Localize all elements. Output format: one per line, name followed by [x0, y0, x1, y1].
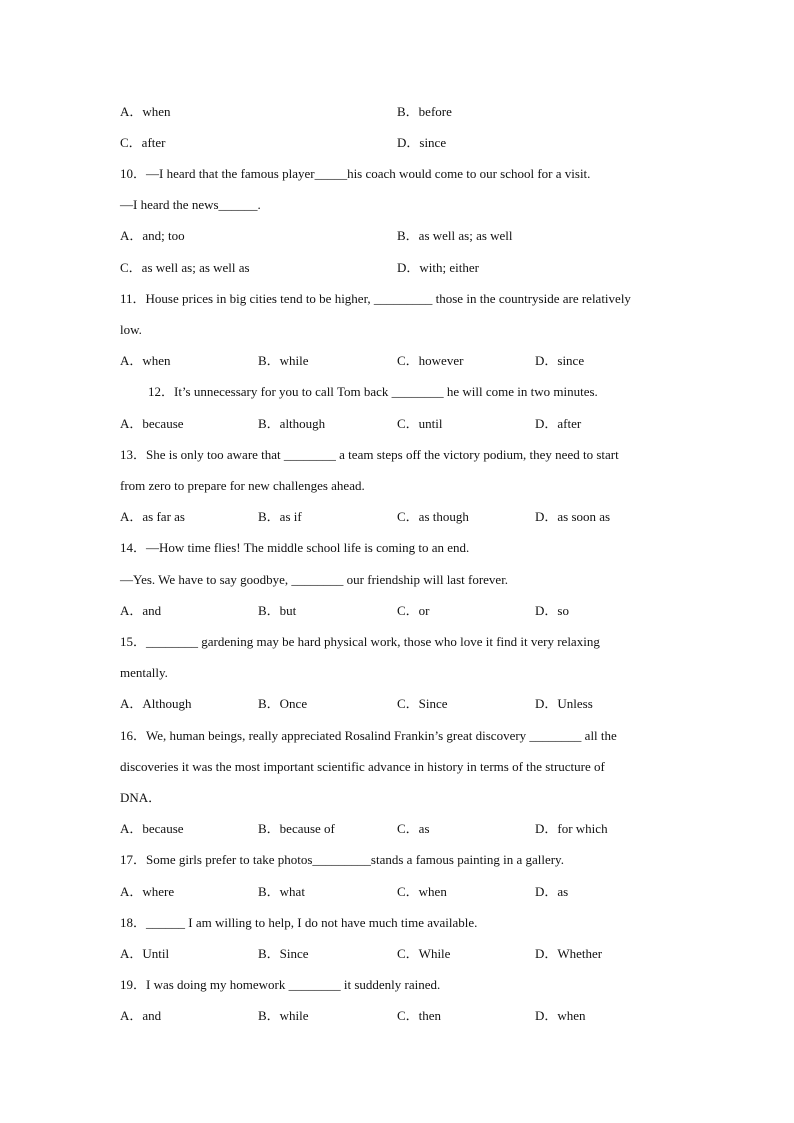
q15-stem-line1: 15．________ gardening may be hard physical work, those who love it find it very relaxing: [120, 634, 600, 649]
q19-option-d: D．when: [535, 1008, 586, 1023]
q19-option-b: B．while: [258, 1008, 309, 1023]
q18-option-a: A．Until: [120, 946, 170, 961]
q9-option-b: B．before: [397, 104, 452, 119]
q19-stem-line1: 19．I was doing my homework ________ it suddenly rained.: [120, 977, 441, 992]
q10-stem-line1: 10．—I heard that the famous player_____his coach would come to our school for a visit.: [120, 166, 591, 181]
q18-option-d: D．Whether: [535, 946, 603, 961]
q19-option-c: C．then: [397, 1008, 442, 1023]
q15-option-b: B．Once: [258, 696, 308, 711]
q13-stem-line1: 13．She is only too aware that ________ a team steps off the victory podium, they need to start: [120, 447, 619, 462]
q12-option-a: A．because: [120, 416, 184, 431]
q11-stem-line2: low.: [120, 322, 142, 337]
q18-stem-line1: 18．______ I am willing to help, I do not have much time available.: [120, 915, 478, 930]
q18-option-c: C．While: [397, 946, 451, 961]
q13-option-a: A．as far as: [120, 509, 185, 524]
q9-option-d: D．since: [397, 135, 447, 150]
q12-stem-line1: 12．It’s unnecessary for you to call Tom back ________ he will come in two minutes.: [148, 384, 598, 399]
q15-option-a: A．Although: [120, 696, 192, 711]
q9-option-c: C．after: [120, 135, 166, 150]
q13-option-d: D．as soon as: [535, 509, 611, 524]
q16-stem-line1: 16．We, human beings, really appreciated Rosalind Frankin’s great discovery ________ all the: [120, 728, 617, 743]
q13-option-c: C．as though: [397, 509, 469, 524]
q12-option-c: C．until: [397, 416, 443, 431]
q10-option-a: A．and; too: [120, 228, 185, 243]
q11-option-d: D．since: [535, 353, 585, 368]
q16-option-c: C．as: [397, 821, 430, 836]
q14-option-d: D．so: [535, 603, 569, 618]
q11-stem-line1: 11．House prices in big cities tend to be higher, _________ those in the countryside are relatively: [120, 291, 631, 306]
q17-stem-line1: 17．Some girls prefer to take photos_________stands a famous painting in a gallery.: [120, 852, 564, 867]
q14-stem-line1: 14．—How time flies! The middle school life is coming to an end.: [120, 540, 470, 555]
q17-option-b: B．what: [258, 884, 305, 899]
q16-option-a: A．because: [120, 821, 184, 836]
q17-option-c: C．when: [397, 884, 447, 899]
q10-option-d: D．with; either: [397, 260, 479, 275]
q17-option-d: D．as: [535, 884, 569, 899]
q16-option-d: D．for which: [535, 821, 608, 836]
q12-option-b: B．although: [258, 416, 326, 431]
q14-stem-line2: —Yes. We have to say goodbye, ________ our friendship will last forever.: [120, 572, 509, 587]
q12-option-d: D．after: [535, 416, 582, 431]
q10-stem-line2: —I heard the news______.: [120, 197, 261, 212]
q10-option-b: B．as well as; as well: [397, 228, 513, 243]
q11-option-b: B．while: [258, 353, 309, 368]
q10-option-c: C．as well as; as well as: [120, 260, 250, 275]
q13-option-b: B．as if: [258, 509, 302, 524]
q11-option-a: A．when: [120, 353, 171, 368]
q15-option-c: C．Since: [397, 696, 448, 711]
q18-option-b: B．Since: [258, 946, 309, 961]
q13-stem-line2: from zero to prepare for new challenges ahead.: [120, 478, 365, 493]
q17-option-a: A．where: [120, 884, 175, 899]
q16-stem-line2: discoveries it was the most important scientific advance in history in terms of the structure of: [120, 759, 605, 774]
q9-option-a: A．when: [120, 104, 171, 119]
q14-option-c: C．or: [397, 603, 430, 618]
q15-stem-line2: mentally.: [120, 665, 168, 680]
q11-option-c: C．however: [397, 353, 464, 368]
q16-option-b: B．because of: [258, 821, 335, 836]
q16-stem-line3: DNA．: [120, 790, 162, 805]
q14-option-b: B．but: [258, 603, 297, 618]
q14-option-a: A．and: [120, 603, 162, 618]
q19-option-a: A．and: [120, 1008, 162, 1023]
q15-option-d: D．Unless: [535, 696, 593, 711]
